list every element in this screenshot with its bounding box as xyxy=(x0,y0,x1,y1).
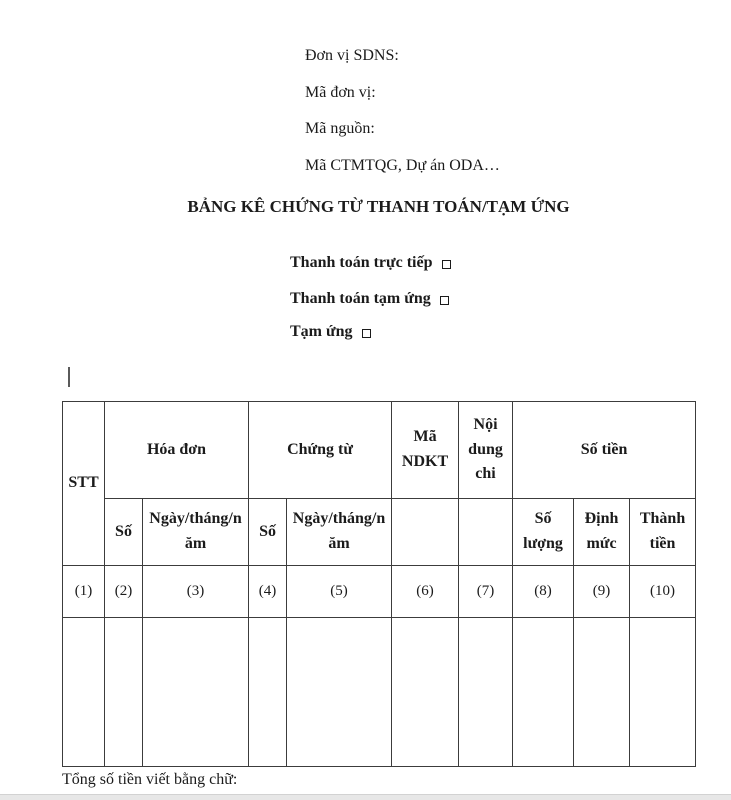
data-cell-so-luong[interactable] xyxy=(513,618,574,767)
col-group-chung-tu: Chứng từ xyxy=(249,402,392,499)
col-header-noi-dung-chi: Nội dung chi xyxy=(459,402,513,499)
col-number-10: (10) xyxy=(630,566,696,618)
data-cell-ngay-chung-tu[interactable] xyxy=(287,618,392,767)
payment-voucher-table xyxy=(62,401,696,767)
col-header-ma-ndkt: Mã NDKT xyxy=(392,402,459,499)
col-number-2: (2) xyxy=(105,566,143,618)
col-number-4: (4) xyxy=(249,566,287,618)
data-cell-ma-ndkt[interactable] xyxy=(392,618,459,767)
unit-sdns-line: Đơn vị SDNS: xyxy=(305,47,399,64)
ngay-line-2: ăm xyxy=(184,535,207,552)
checkbox-row-advance[interactable] xyxy=(290,322,371,342)
checkbox-label: Thanh toán trực tiếp xyxy=(290,254,433,271)
col-number-7: (7) xyxy=(459,566,513,618)
unit-code-line: Mã đơn vị: xyxy=(305,83,376,101)
checkbox-square[interactable] xyxy=(362,329,371,338)
ngay-line-1: Ngày/tháng/n xyxy=(292,510,386,528)
checkbox-row-advance-payment[interactable] xyxy=(290,289,449,309)
data-cell-ngay-hoa-don[interactable] xyxy=(143,618,249,767)
col-header-thanh-tien: Thành tiền xyxy=(630,499,696,566)
text-cursor xyxy=(68,367,70,387)
ngay-line-2: ăm xyxy=(328,535,350,552)
data-cell-noi-dung-chi[interactable] xyxy=(459,618,513,767)
col-header-dinh-muc: Định mức xyxy=(574,499,630,566)
col-number-8: (8) xyxy=(513,566,574,618)
unit-info-block xyxy=(305,38,500,184)
col-header-so-luong: Số lượng xyxy=(513,499,574,566)
col-header-ngay-chung-tu xyxy=(287,499,392,566)
col-header-stt: STT xyxy=(63,402,105,566)
header-cell-empty-ma-ndkt xyxy=(392,499,459,566)
col-header-so-hoa-don: Số xyxy=(105,499,143,566)
checkbox-row-direct-payment[interactable] xyxy=(290,253,451,273)
ctmtqg-oda-line: Mã CTMTQG, Dự án ODA… xyxy=(305,156,500,174)
col-number-9: (9) xyxy=(574,566,630,618)
data-cell-stt[interactable] xyxy=(63,618,105,767)
col-number-6: (6) xyxy=(392,566,459,618)
checkbox-square[interactable] xyxy=(442,260,451,269)
checkbox-label: Tạm ứng xyxy=(290,323,353,340)
col-header-so-chung-tu: Số xyxy=(249,499,287,566)
data-cell-thanh-tien[interactable] xyxy=(630,618,696,767)
source-code-line: Mã nguồn: xyxy=(305,120,375,137)
page-title: BẢNG KÊ CHỨNG TỪ THANH TOÁN/TẠM ỨNG xyxy=(187,197,570,216)
col-group-hoa-don: Hóa đơn xyxy=(105,402,249,499)
data-cell-so-hoa-don[interactable] xyxy=(105,618,143,767)
col-number-5: (5) xyxy=(287,566,392,618)
ngay-line-1: Ngày/tháng/n xyxy=(149,510,242,528)
total-in-words-label: Tổng số tiền viết bằng chữ: xyxy=(62,771,238,788)
col-number-3: (3) xyxy=(143,566,249,618)
checkbox-label: Thanh toán tạm ứng xyxy=(290,290,431,307)
col-number-1: (1) xyxy=(63,566,105,618)
col-group-so-tien: Số tiền xyxy=(513,402,696,499)
horizontal-scrollbar-track[interactable] xyxy=(0,794,731,800)
checkbox-square[interactable] xyxy=(440,296,449,305)
data-cell-so-chung-tu[interactable] xyxy=(249,618,287,767)
data-cell-dinh-muc[interactable] xyxy=(574,618,630,767)
col-header-ngay-hoa-don xyxy=(143,499,249,566)
header-cell-empty-noi-dung xyxy=(459,499,513,566)
